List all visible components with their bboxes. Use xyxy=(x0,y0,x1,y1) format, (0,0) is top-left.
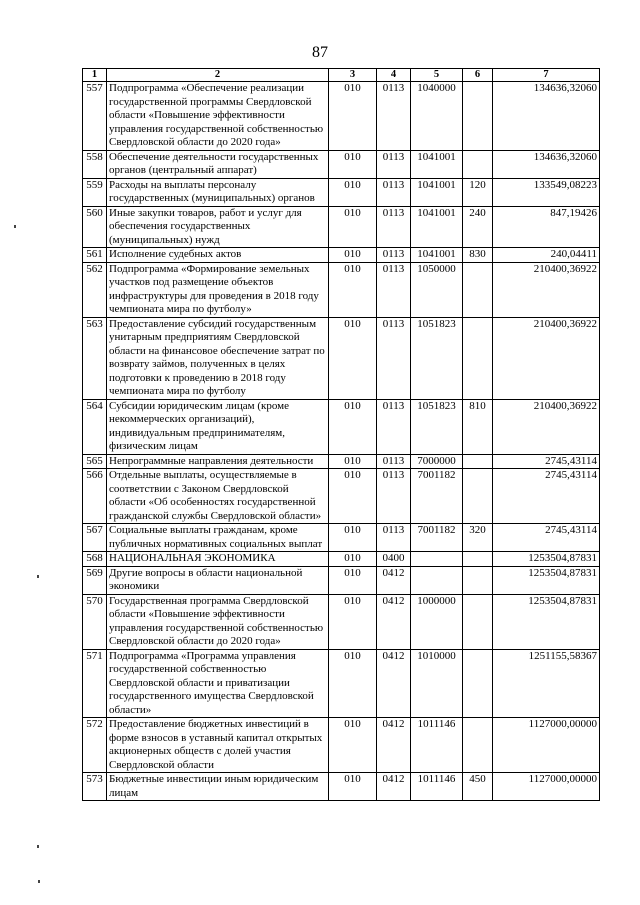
col5-target: 7001182 xyxy=(411,524,463,552)
row-name: Расходы на выплаты персоналу государственных (муниципальных) органов xyxy=(107,178,329,206)
row-number: 564 xyxy=(83,399,107,454)
row-name: НАЦИОНАЛЬНАЯ ЭКОНОМИКА xyxy=(107,552,329,567)
table-row xyxy=(83,566,600,594)
col6-type xyxy=(463,552,493,567)
row-amount: 1251155,58367 xyxy=(493,649,600,718)
header-cell: 5 xyxy=(411,69,463,82)
header-cell: 6 xyxy=(463,69,493,82)
row-amount: 847,19426 xyxy=(493,206,600,248)
table-row xyxy=(83,82,600,151)
col3-code: 010 xyxy=(329,524,377,552)
row-amount: 1127000,00000 xyxy=(493,718,600,773)
table-row xyxy=(83,594,600,649)
col5-target: 1041001 xyxy=(411,178,463,206)
row-amount: 240,04411 xyxy=(493,248,600,263)
row-name: Предоставление бюджетных инвестиций в форме взносов в уставный капитал открытых акционерных обществ с долей участия Свердловской области xyxy=(107,718,329,773)
budget-table xyxy=(82,68,600,801)
row-amount: 133549,08223 xyxy=(493,178,600,206)
table-row xyxy=(83,262,600,317)
col4-section: 0113 xyxy=(377,206,411,248)
table-header-row xyxy=(83,69,600,82)
col6-type xyxy=(463,649,493,718)
col4-section: 0113 xyxy=(377,262,411,317)
row-number: 560 xyxy=(83,206,107,248)
col5-target: 1041001 xyxy=(411,206,463,248)
col5-target xyxy=(411,552,463,567)
col3-code: 010 xyxy=(329,399,377,454)
row-amount: 210400,36922 xyxy=(493,262,600,317)
row-name: Подпрограмма «Формирование земельных участков под размещение объектов инфраструктуры для проведения в 2018 году чемпионата мира по футболу» xyxy=(107,262,329,317)
table-row xyxy=(83,718,600,773)
row-number: 571 xyxy=(83,649,107,718)
col5-target: 1011146 xyxy=(411,718,463,773)
row-name: Подпрограмма «Программа управления государственной собственностью Свердловской области и приватизации государственного имущества Свердловской области» xyxy=(107,649,329,718)
col6-type xyxy=(463,454,493,469)
scan-mark xyxy=(37,845,39,848)
col5-target: 1010000 xyxy=(411,649,463,718)
row-name: Бюджетные инвестиции иным юридическим лицам xyxy=(107,773,329,801)
table-row xyxy=(83,178,600,206)
col6-type: 120 xyxy=(463,178,493,206)
row-name: Субсидии юридическим лицам (кроме некоммерческих организаций), индивидуальным предпринимателям, физическим лицам xyxy=(107,399,329,454)
col5-target: 1051823 xyxy=(411,399,463,454)
row-number: 566 xyxy=(83,469,107,524)
row-name: Исполнение судебных актов xyxy=(107,248,329,263)
col6-type: 450 xyxy=(463,773,493,801)
col5-target: 7001182 xyxy=(411,469,463,524)
header-cell: 1 xyxy=(83,69,107,82)
col5-target: 1041001 xyxy=(411,150,463,178)
col4-section: 0412 xyxy=(377,773,411,801)
col4-section: 0113 xyxy=(377,82,411,151)
col3-code: 010 xyxy=(329,469,377,524)
row-number: 570 xyxy=(83,594,107,649)
col3-code: 010 xyxy=(329,649,377,718)
row-amount: 210400,36922 xyxy=(493,317,600,399)
col6-type xyxy=(463,566,493,594)
col3-code: 010 xyxy=(329,178,377,206)
row-number: 559 xyxy=(83,178,107,206)
col6-type xyxy=(463,469,493,524)
header-cell: 3 xyxy=(329,69,377,82)
col4-section: 0400 xyxy=(377,552,411,567)
col5-target: 1041001 xyxy=(411,248,463,263)
col4-section: 0113 xyxy=(377,524,411,552)
row-name: Непрограммные направления деятельности xyxy=(107,454,329,469)
row-number: 562 xyxy=(83,262,107,317)
col6-type: 810 xyxy=(463,399,493,454)
row-number: 563 xyxy=(83,317,107,399)
col4-section: 0113 xyxy=(377,469,411,524)
col4-section: 0113 xyxy=(377,317,411,399)
col5-target: 1000000 xyxy=(411,594,463,649)
row-number: 572 xyxy=(83,718,107,773)
row-name: Социальные выплаты гражданам, кроме публичных нормативных социальных выплат xyxy=(107,524,329,552)
table-body xyxy=(83,82,600,801)
col5-target: 1040000 xyxy=(411,82,463,151)
table-row xyxy=(83,206,600,248)
col5-target: 1050000 xyxy=(411,262,463,317)
header-cell: 7 xyxy=(493,69,600,82)
row-name: Отдельные выплаты, осуществляемые в соответствии с Законом Свердловской области «Об особенностях государственной гражданской службы Свердловской области» xyxy=(107,469,329,524)
col4-section: 0113 xyxy=(377,178,411,206)
row-amount: 134636,32060 xyxy=(493,150,600,178)
row-amount: 1253504,87831 xyxy=(493,594,600,649)
row-number: 567 xyxy=(83,524,107,552)
col6-type xyxy=(463,594,493,649)
col6-type xyxy=(463,718,493,773)
col3-code: 010 xyxy=(329,262,377,317)
col4-section: 0412 xyxy=(377,566,411,594)
table-row xyxy=(83,248,600,263)
table-row xyxy=(83,399,600,454)
row-amount: 210400,36922 xyxy=(493,399,600,454)
col3-code: 010 xyxy=(329,594,377,649)
row-number: 557 xyxy=(83,82,107,151)
col4-section: 0113 xyxy=(377,454,411,469)
col3-code: 010 xyxy=(329,248,377,263)
row-name: Предоставление субсидий государственным унитарным предприятиям Свердловской области на финансовое обеспечение затрат по возврату займов, полученных в целях подготовки к проведению в 2018 году чемпионата мира по футболу xyxy=(107,317,329,399)
col3-code: 010 xyxy=(329,317,377,399)
scan-mark xyxy=(14,225,16,228)
header-cell: 4 xyxy=(377,69,411,82)
row-amount: 2745,43114 xyxy=(493,469,600,524)
row-number: 565 xyxy=(83,454,107,469)
table-row xyxy=(83,552,600,567)
row-amount: 2745,43114 xyxy=(493,524,600,552)
row-amount: 1253504,87831 xyxy=(493,566,600,594)
col3-code: 010 xyxy=(329,773,377,801)
row-number: 573 xyxy=(83,773,107,801)
page-number: 87 xyxy=(312,44,328,61)
row-amount: 1253504,87831 xyxy=(493,552,600,567)
row-name: Другие вопросы в области национальной экономики xyxy=(107,566,329,594)
col6-type: 240 xyxy=(463,206,493,248)
scan-mark xyxy=(37,575,39,578)
row-number: 569 xyxy=(83,566,107,594)
row-name: Иные закупки товаров, работ и услуг для обеспечения государственных (муниципальных) нужд xyxy=(107,206,329,248)
col3-code: 010 xyxy=(329,150,377,178)
col3-code: 010 xyxy=(329,206,377,248)
col3-code: 010 xyxy=(329,82,377,151)
col5-target xyxy=(411,566,463,594)
table-row xyxy=(83,454,600,469)
col5-target: 1011146 xyxy=(411,773,463,801)
col3-code: 010 xyxy=(329,552,377,567)
row-name: Обеспечение деятельности государственных органов (центральный аппарат) xyxy=(107,150,329,178)
table-row xyxy=(83,469,600,524)
col5-target: 1051823 xyxy=(411,317,463,399)
col3-code: 010 xyxy=(329,566,377,594)
header-cell: 2 xyxy=(107,69,329,82)
col6-type: 320 xyxy=(463,524,493,552)
table-row xyxy=(83,150,600,178)
col3-code: 010 xyxy=(329,454,377,469)
row-number: 568 xyxy=(83,552,107,567)
table-row xyxy=(83,773,600,801)
col6-type xyxy=(463,317,493,399)
row-amount: 134636,32060 xyxy=(493,82,600,151)
col4-section: 0113 xyxy=(377,150,411,178)
col6-type xyxy=(463,150,493,178)
scan-mark xyxy=(38,880,40,883)
col6-type xyxy=(463,82,493,151)
col6-type xyxy=(463,262,493,317)
table-row xyxy=(83,524,600,552)
table-row xyxy=(83,649,600,718)
row-amount: 2745,43114 xyxy=(493,454,600,469)
col3-code: 010 xyxy=(329,718,377,773)
row-name: Государственная программа Свердловской области «Повышение эффективности управления государственной собственностью Свердловской области до 2020 года» xyxy=(107,594,329,649)
col5-target: 7000000 xyxy=(411,454,463,469)
row-amount: 1127000,00000 xyxy=(493,773,600,801)
col4-section: 0113 xyxy=(377,399,411,454)
col6-type: 830 xyxy=(463,248,493,263)
table-row xyxy=(83,317,600,399)
col4-section: 0412 xyxy=(377,649,411,718)
col4-section: 0412 xyxy=(377,718,411,773)
row-name: Подпрограмма «Обеспечение реализации государственной программы Свердловской области «Повышение эффективности управления государственной собственностью Свердловской области до 2020 года» xyxy=(107,82,329,151)
col4-section: 0113 xyxy=(377,248,411,263)
row-number: 561 xyxy=(83,248,107,263)
row-number: 558 xyxy=(83,150,107,178)
col4-section: 0412 xyxy=(377,594,411,649)
